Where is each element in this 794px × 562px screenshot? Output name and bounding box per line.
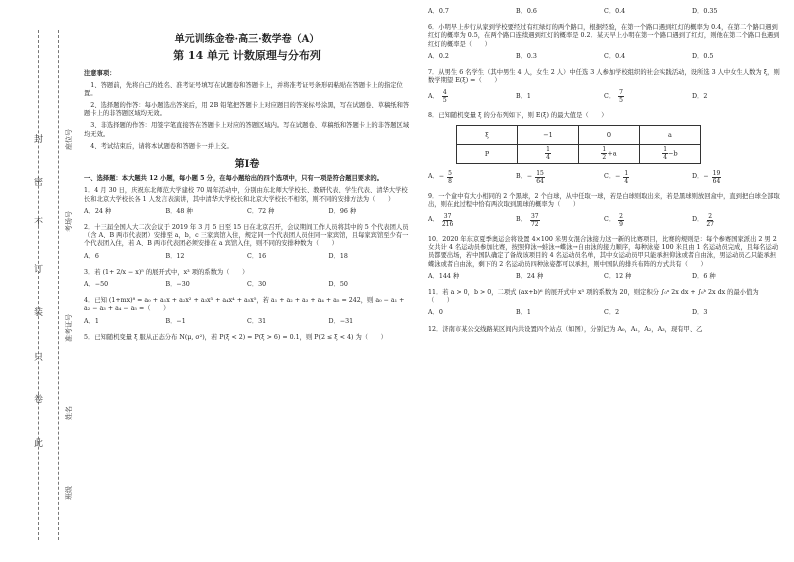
page-title: 单元训练金卷·高三·数学卷（A） (174, 34, 320, 45)
seal-char: 只 (34, 353, 44, 363)
option: D．50 (328, 281, 348, 289)
option: B．48 种 (165, 207, 193, 215)
option: A．6 (84, 252, 99, 260)
option: A．− $\frac{5}{8}$ (428, 169, 452, 185)
option: A．0.2 (428, 52, 449, 60)
question-8: 8．已知随机变量 ξ 的分布列如下，则 E(ξ) 的最大值是（ ） (428, 112, 608, 120)
option: C．2 (604, 309, 620, 317)
option: C．72 种 (247, 207, 275, 215)
fraction: $\frac{1}{4}$ (624, 169, 629, 185)
question-6: 6．小明早上步行从家到学校要经过有红绿灯的两个路口，根据经验，在第一个路口遇到红灯的概率为 0.4，在第二个路口遇到红灯的概率为 0.5，在两个路口连续遇到红灯的概率是 0.2．某天早上小明在第一个路口遇到了红灯，则他在第二个路口也遇到红灯的概率是（ ） (428, 24, 780, 48)
seal-char: 不 (34, 218, 44, 228)
option: C．16 (247, 252, 267, 260)
seat-number-field: 座位号 (65, 129, 73, 150)
options-8 (428, 170, 780, 185)
question-12: 12．济南市某公交线路某区间内共设置四个站点（如图），分别记为 A₀，A₁，A₂，A₃，现有甲、乙 (428, 325, 703, 333)
question-7: 7．从男生 6 名学生（其中男生 4 人，女生 2 人）中任选 3 人参加学校组织的社会实践活动，设所选 3 人中女生人数为 ξ，则数学期望 E(ξ) =（ ） (428, 69, 780, 85)
class-field: 班级 (65, 486, 73, 500)
option: D．3 (692, 309, 708, 317)
fraction: $\frac{7}{5}$ (619, 89, 623, 105)
table-cell: P (457, 144, 518, 163)
notice-item: 2、选择题的作答：每小题选出答案后，用 2B 铅笔把答题卡上对应题目的答案标号涂黑，写在试题卷、草稿纸和答题卡上的非答题区域均无效。 (84, 102, 410, 118)
option: A． $\frac{4}{5}$ (428, 89, 447, 105)
option: C．− $\frac{1}{4}$ (604, 169, 629, 185)
seal-char: 此 (34, 439, 44, 449)
seal-char: 封 (34, 135, 44, 145)
option: C． $\frac{2}{9}$ (604, 213, 623, 229)
option: D．− $\frac{19}{64}$ (692, 169, 721, 185)
option: A．1 (84, 317, 99, 325)
option: A．−50 (84, 281, 109, 289)
notice-item: 4、考试结束后，请将本试题卷和答题卡一并上交。 (90, 142, 233, 150)
options-9 (428, 213, 780, 228)
option: B．1 (516, 309, 531, 317)
options-4 (84, 318, 410, 326)
table-cell: a (640, 125, 701, 144)
option: D．0.5 (692, 52, 714, 60)
options-6 (428, 53, 780, 61)
options-3 (84, 281, 410, 289)
seal-char: 装 (34, 308, 44, 318)
option: B．− $\frac{15}{64}$ (516, 169, 544, 185)
option: C． $\frac{7}{5}$ (604, 89, 623, 105)
option: B． $\frac{37}{72}$ (516, 213, 539, 229)
question-5: 5．已知随机变量 ξ 服从正态分布 N(μ, σ²)，若 P(ξ < 2) = P(ξ > 6) = 0.1，则 P(2 ≤ ξ < 4) 为（ ） (84, 333, 387, 341)
fraction: $\frac{5}{8}$ (448, 169, 452, 185)
seal-char: 卷 (34, 395, 44, 405)
options-2 (84, 253, 410, 261)
options-10 (428, 273, 780, 281)
option: A． $\frac{37}{216}$ (428, 213, 454, 229)
options-11 (428, 309, 780, 317)
table-cell: ξ (457, 125, 518, 144)
left-column (84, 26, 410, 346)
question-3: 3．若 (1+ 2/x − x)⁵ 的展开式中，x³ 项的系数为（ ） (84, 268, 249, 276)
question-9: 9．一个盒中有大小相同的 2 个黑球，2 个白球，从中任取一球，若是白球则取出来，若是黑球则放回盒中，直到把白球全部取出，则在此过程中恰有两次取到黑球的概率为（ ） (428, 192, 780, 208)
option: D．6 种 (692, 272, 716, 280)
fraction: $\frac{15}{64}$ (536, 169, 544, 185)
option: B．−1 (165, 317, 186, 325)
option: A．0.7 (428, 8, 449, 15)
option: C．31 (247, 317, 267, 325)
table-cell: $\frac{1}{4}$ −b (640, 144, 701, 163)
table-cell: $\frac{1}{4}$ (518, 144, 579, 163)
option: A．24 种 (84, 207, 112, 215)
options-7 (428, 89, 780, 104)
question-1: 1．4 月 30 日，庆祝东北师范大学建校 70 周年活动中，分别由东北师大学校长、教研代表、学生代表、清华大学校长和北京大学校长各 1 人发言表演讲，其中清华大学校长和北京大学校长不相邻，则不同的安排方法为（ ） (84, 187, 408, 203)
question-4: 4．已知 (1+mx)⁸ = a₀ + a₁x + a₂x² + a₃x³ + a₄x⁴ + a₅x⁵，若 a₁ + a₂ + a₃ + a₄ + a₅ = 242，则 a₀ − a₁ + a₂ − a₃ + a₄ − a₅ =（ ） (84, 297, 405, 313)
table-cell: 0 (579, 125, 640, 144)
seal-char: 密 (34, 178, 44, 188)
notice-item: 1、答题前，先将自己的姓名、准考证号填写在试题卷和答题卡上，并将准考证号条形码粘贴在答题卡上的指定位置。 (84, 81, 403, 97)
admission-number-field: 准考证号 (65, 314, 73, 342)
option: C．30 (247, 281, 267, 289)
field-line (58, 30, 59, 540)
option: D．0.35 (692, 8, 718, 15)
fraction: $\frac{4}{5}$ (442, 89, 447, 105)
option: D．2 (692, 92, 708, 100)
question-10: 10．2020 年东京夏季奥运会将设置 4×100 米男女混合泳接力这一新的比赛项目，比赛的规则是：每个参赛国家派出 2 男 2 女共计 4 名运动员参加比赛，按照仰泳→蛙泳→蝶泳→自由泳的接力顺序，每种泳姿 100 米且由 1 名运动员完成，且每名运动员都要出场，若中国队确定了备战该项目的 4 名运动员名单，其中女运动员甲只能承担仰泳或者自由泳，男运动员乙只能承担蝶泳或者自由泳，剩下的 2 名运动员四种泳姿都可以承担，则中国队的排兵布阵的方式共有（ ） (428, 236, 779, 268)
fraction: $\frac{2}{9}$ (619, 213, 623, 229)
seal-char: 订 (34, 265, 44, 275)
option: B．0.3 (516, 52, 537, 60)
fraction: $\frac{37}{72}$ (530, 213, 539, 229)
options-5 (428, 8, 780, 16)
option: A．144 种 (428, 272, 460, 280)
question-11: 11．若 a > 0，b > 0，二项式 (ax+b)⁶ 的展开式中 x³ 项的系数为 20，则定积分 ∫₀ᵃ 2x dx + ∫₀ᵇ 2x dx 的最小值为（ ） (428, 289, 759, 305)
exam-room-field: 考场号 (65, 211, 73, 232)
section-title: 第Ⅰ卷 (234, 159, 260, 171)
right-column (428, 8, 780, 338)
fraction: $\frac{19}{64}$ (712, 169, 721, 185)
options-1 (84, 208, 410, 216)
option: B．12 (165, 252, 185, 260)
section-intro: 一、选择题：本大题共 12 小题，每小题 5 分，在每小题给出的四个选项中，只有一项是符合题目要求的。 (84, 175, 383, 183)
option: B．0.6 (516, 8, 537, 15)
option: D． $\frac{2}{27}$ (692, 213, 714, 229)
fraction: $\frac{37}{216}$ (441, 213, 454, 229)
option: B．1 (516, 92, 531, 100)
table-cell: $\frac{1}{2}$ +a (579, 144, 640, 163)
option: C．12 种 (604, 272, 632, 280)
notice-item: 3、非选择题的作答：用签字笔直接答在答题卡上对应的答题区域内。写在试题卷、草稿纸和答题卡上的非答题区域均无效。 (84, 122, 410, 138)
distribution-table (456, 125, 701, 164)
option: B．24 种 (516, 272, 544, 280)
option: A．0 (428, 309, 443, 317)
unit-title: 第 14 单元 计数原理与分布列 (173, 49, 321, 63)
option: C．0.4 (604, 8, 626, 15)
name-field: 姓名 (65, 406, 73, 420)
table-cell: −1 (518, 125, 579, 144)
option: D．96 种 (328, 207, 357, 215)
notice-heading: 注意事项： (84, 70, 116, 78)
seal-line (38, 30, 39, 540)
fraction: $\frac{2}{27}$ (706, 213, 714, 229)
option: B．−30 (165, 281, 190, 289)
option: D．−31 (328, 317, 354, 325)
question-2: 2．十三届全国人大二次会议于 2019 年 3 月 5 日至 15 日在北京召开，会议期间工作人员将其中的 5 个代表团人员（含 A、B 两市代表团）安排至 a，b，c 三家宾馆入住，规定同一个代表团人员住同一家宾馆，且每家宾馆至少有一个代表团入住，若 A、B 两市代表团必须安排在 a 宾馆入住，则不同的安排种数为（ ） (84, 224, 409, 248)
option: C．0.4 (604, 52, 626, 60)
option: D．18 (328, 252, 348, 260)
